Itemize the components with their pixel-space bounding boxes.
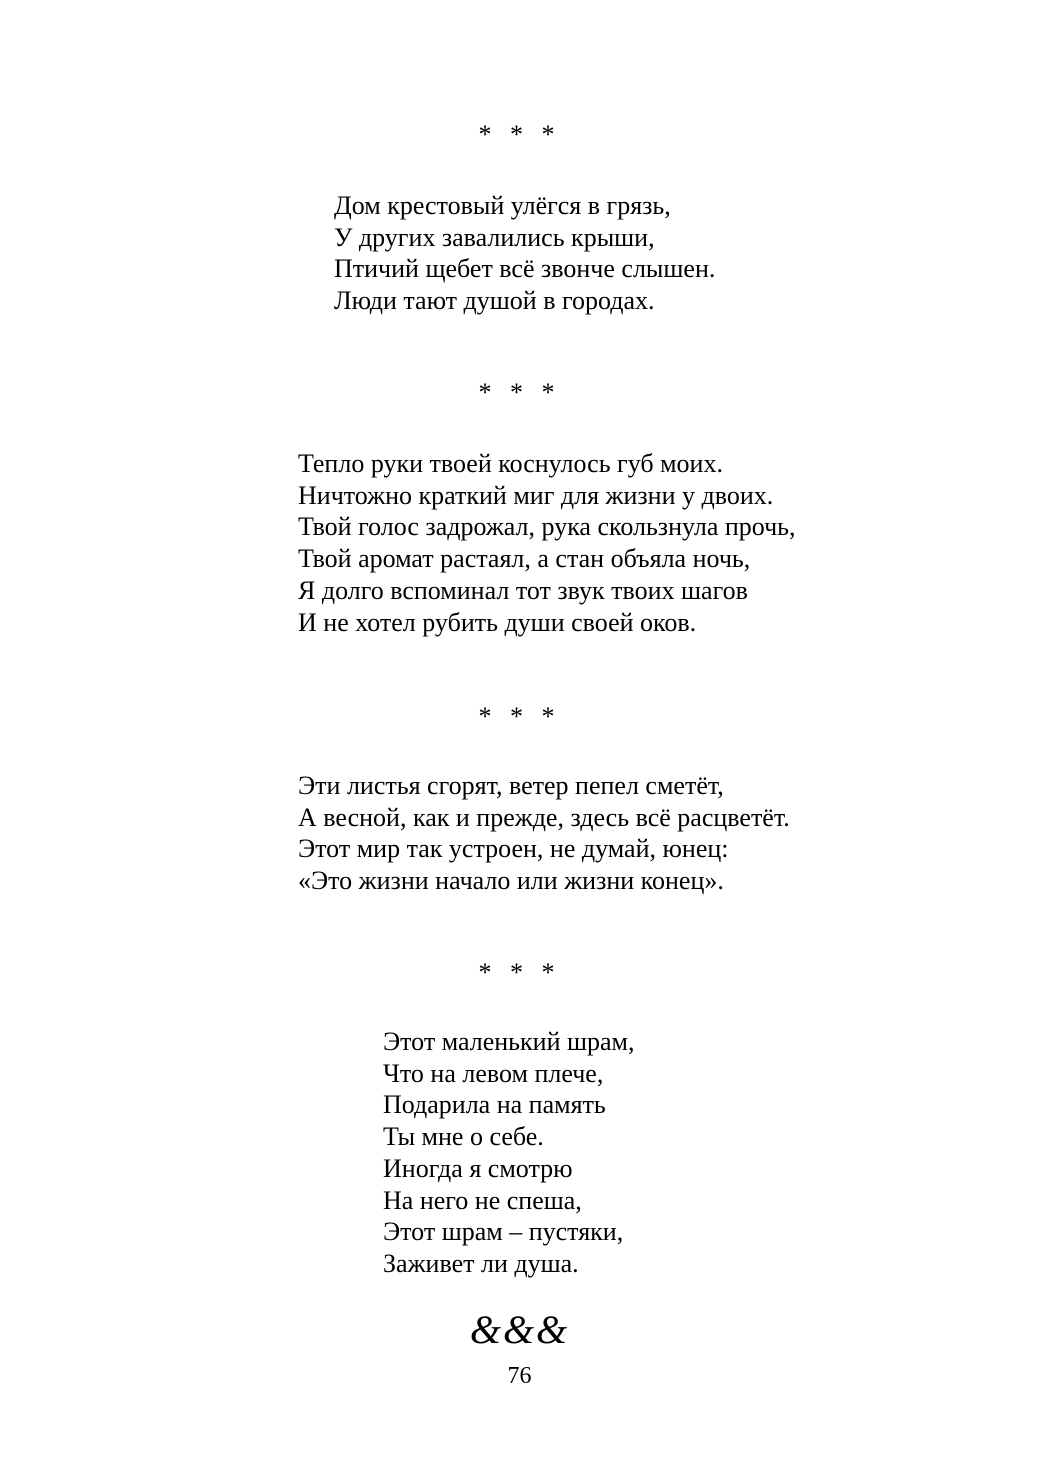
poem-line: Я долго вспоминал тот звук твоих шагов bbox=[298, 575, 748, 605]
page-number: 76 bbox=[507, 1363, 532, 1389]
poem-line: Иногда я смотрю bbox=[383, 1153, 573, 1183]
poem-line: Этот маленький шрам, bbox=[383, 1027, 635, 1056]
poem-line: Твой голос задрожал, рука скользнула прочь, bbox=[298, 512, 796, 542]
section-separator: * * * bbox=[478, 120, 561, 149]
poem-line: «Это жизни начало или жизни конец». bbox=[298, 866, 724, 896]
poem-stanza bbox=[334, 190, 715, 317]
poem-stanza bbox=[298, 770, 790, 897]
poem-line: У других завалились крыши, bbox=[334, 222, 655, 252]
poem-line: Заживет ли душа. bbox=[383, 1248, 579, 1278]
section-separator: * * * bbox=[478, 702, 561, 731]
end-ornament: &&& bbox=[469, 1307, 570, 1352]
poem-line: Люди тают душой в городах. bbox=[334, 286, 655, 316]
poem-line: Твой аромат растаял, а стан объяла ночь, bbox=[298, 544, 751, 574]
poem-line: Ничтожно краткий миг для жизни у двоих. bbox=[298, 480, 774, 510]
poem-line: И не хотел рубить души своей оков. bbox=[298, 607, 697, 637]
poem-line: Эти листья сгорят, ветер пепел сметёт, bbox=[298, 771, 724, 800]
section-separator: * * * bbox=[478, 378, 561, 407]
poem-line: Тепло руки твоей коснулось губ моих. bbox=[298, 449, 723, 478]
poem-line: Подарила на память bbox=[383, 1090, 606, 1120]
poem-line: Ты мне о себе. bbox=[383, 1122, 544, 1152]
poem-line: Что на левом плече, bbox=[383, 1058, 604, 1088]
poem-line: На него не спеша, bbox=[383, 1185, 582, 1215]
poem-line: Птичий щебет всё звонче слышен. bbox=[334, 254, 716, 284]
poem-line: А весной, как и прежде, здесь всё расцветёт. bbox=[298, 802, 790, 832]
poem-line: Этот мир так устроен, не думай, юнец: bbox=[298, 834, 729, 864]
poem-line: Этот шрам – пустяки, bbox=[383, 1217, 624, 1247]
poem-line: Дом крестовый улёгся в грязь, bbox=[334, 191, 671, 220]
section-separator: * * * bbox=[478, 958, 561, 987]
poem-stanza bbox=[298, 448, 796, 638]
poem-stanza bbox=[383, 1026, 635, 1280]
